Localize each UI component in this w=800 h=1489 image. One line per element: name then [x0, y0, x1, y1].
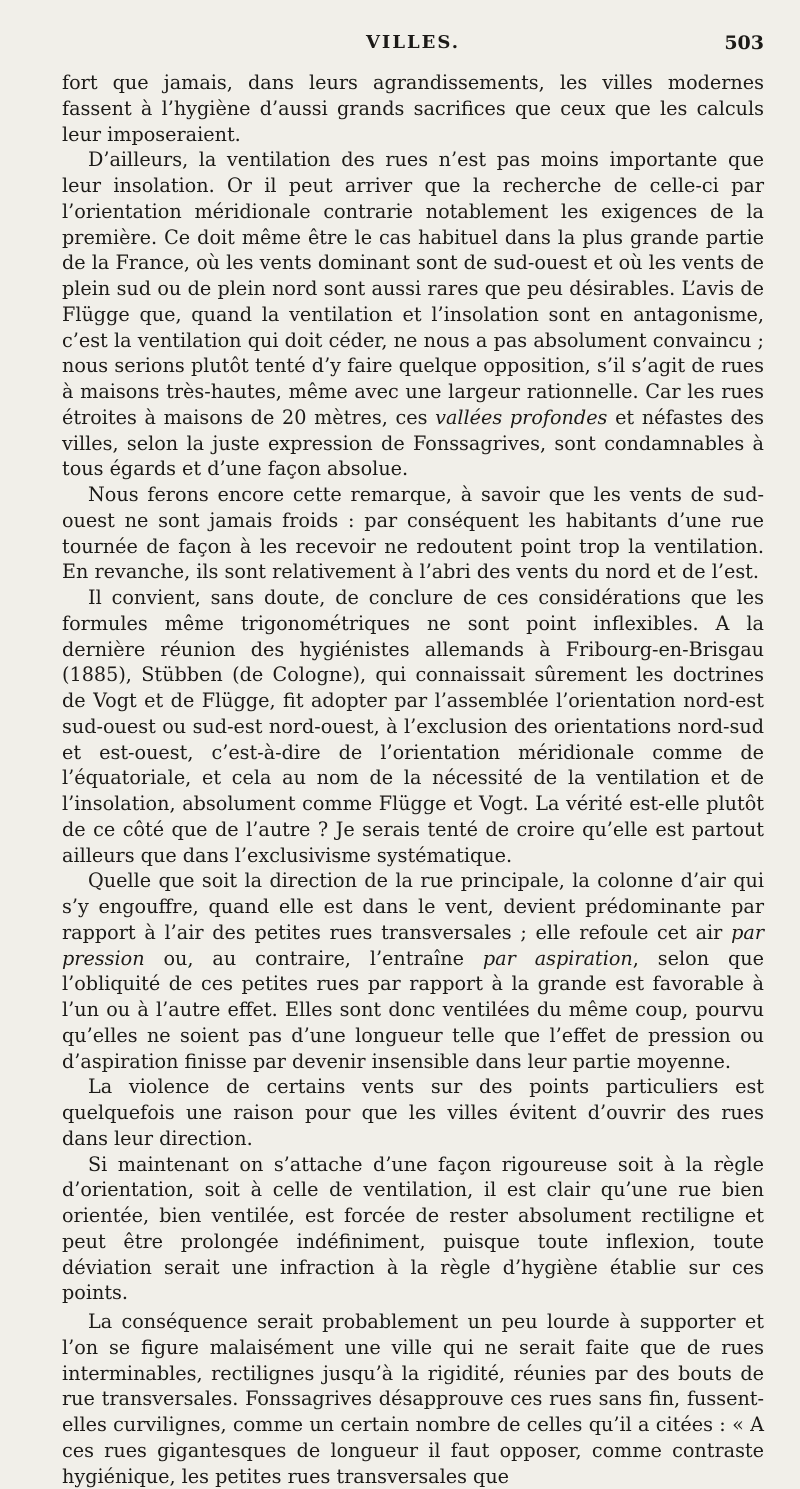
text-run: Si maintenant on s’attache d’une façon rigoureuse soit à la règle d’orientation, soit à celle de ventilation, il est clair qu’une rue bien orientée, bien ventilée, est forcée de rester absolument rectiligne et peut être prolongée indéfiniment, puisque toute inflexion, toute déviation serait une infraction à la règle d’hygiène établie sur ces points.	[62, 1152, 764, 1305]
text-run: Quelle que soit la direction de la rue principale, la colonne d’air qui s’y engouffre, quand elle est dans le vent, devient prédominante par rapport à l’air des petites rues transversales ; elle refoule cet air	[62, 869, 764, 944]
italic-phrase: par pression	[62, 920, 764, 970]
text-run: Nous ferons encore cette remarque, à savoir que les vents de sud-ouest ne sont jamais froids : par conséquent les habitants d’une rue tournée de façon à les recevoir ne redoutent point trop la ventilation. En revanche, ils sont relativement à l’abri des vents du nord et de l’est.	[62, 483, 764, 584]
paragraph	[62, 482, 764, 585]
paragraph	[62, 1074, 764, 1151]
text-run: ou, au contraire, l’entraîne	[144, 946, 483, 970]
paragraph	[62, 70, 764, 147]
text-run: La violence de certains vents sur des points particuliers est quelquefois une raison pour que les villes évitent d’ouvrir des rues dans leur direction.	[62, 1075, 764, 1150]
text-run: La conséquence serait probablement un peu lourde à supporter et l’on se figure malaisément une ville qui ne serait faite que de rues interminables, rectilignes jusqu’à la rigidité, réunies par des bouts de rue transversales. Fonssagrives désapprouve ces rues sans fin, fussent-elles curvilignes, comme un certain nombre de celles qu’il a citées : « A ces rues gigantesques de longueur il faut opposer, comme contraste hygiénique, les petites rues transversales que	[62, 1310, 764, 1488]
text-run: , selon que l’obliquité de ces petites rues par rapport à la grande est favorable à l’un ou à l’autre effet. Elles sont donc ventilées du même coup, pourvu qu’elles ne soient pas d’une longueur telle que l’effet de pression ou d’aspiration finisse par devenir insensible dans leur partie moyenne.	[62, 946, 764, 1073]
paragraph	[62, 1152, 764, 1307]
text-run: et néfastes des villes, selon la juste expression de Fonssagrives, sont condamnables à tous égards et d’une façon absolue.	[62, 405, 764, 481]
text-run: fort que jamais, dans leurs agrandissements, les villes modernes fassent à l’hygiène d’aussi grands sacrifices que ceux que les calculs leur imposeraient.	[62, 71, 764, 146]
text-run: D’ailleurs, la ventilation des rues n’est pas moins importante que leur insolation. Or il peut arriver que la recherche de celle-ci par l’orientation méridionale contrarie notablement les exigences de la première. Ce doit même être le cas habituel dans la plus grande partie de la France, où les vents dominant sont de sud-ouest et où les vents de plein sud ou de plein nord sont aussi rares que peu désirables. L’avis de Flügge que, quand la ventilation et l’insolation sont en antagonisme, c’est la ventilation qui doit céder, ne nous a pas absolument convaincu ; nous serions plutôt tenté d’y faire quelque opposition, s’il s’agit de rues à maisons très-hautes, même avec une largeur rationnelle. Car les rues étroites à maisons de 20 mètres, ces	[62, 148, 764, 429]
page-number: 503	[724, 32, 764, 54]
paragraph	[62, 868, 764, 1074]
paragraph	[62, 585, 764, 868]
paragraph	[62, 1309, 764, 1489]
running-head: VILLES.	[365, 32, 461, 53]
page-header	[62, 32, 764, 70]
paragraph	[62, 147, 764, 482]
text-run: Il convient, sans doute, de conclure de ces considérations que les formules même trigonométriques ne sont point inflexibles. A la dernière réunion des hygiénistes allemands à Fribourg-en-Brisgau (1885), Stübben (de Cologne), qui connaissait sûrement les doctrines de Vogt et de Flügge, fit adopter par l’assemblée l’orientation nord-est sud-ouest ou sud-est nord-ouest, à l’exclusion des orientations nord-sud et est-ouest, c’est-à-dire de l’orientation méridionale comme de l’équatoriale, et cela au nom de la nécessité de la ventilation et de l’insolation, absolument comme Flügge et Vogt. La vérité est-elle plutôt de ce côté que de l’autre ? Je serais tenté de croire qu’elle est partout ailleurs que dans l’exclusivisme systématique.	[62, 586, 764, 867]
italic-phrase: par aspiration	[482, 946, 633, 970]
body-text	[62, 70, 764, 1489]
italic-phrase: vallées profondes	[435, 405, 608, 429]
